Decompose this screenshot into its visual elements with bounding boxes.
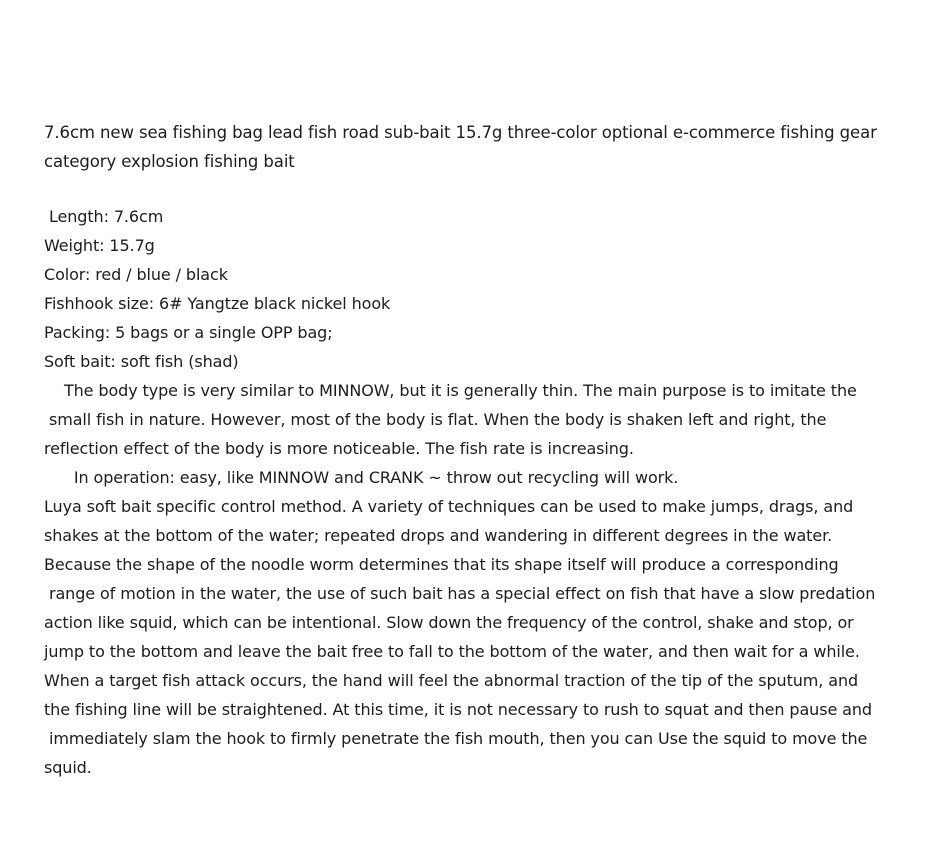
body-line: When a target fish attack occurs, the hand will feel the abnormal traction of the tip of the sputum, and: [44, 671, 859, 690]
title-line: category explosion fishing bait: [44, 152, 295, 171]
spec-soft-bait: Soft bait: soft fish (shad): [44, 352, 239, 371]
spec-color: Color: red / blue / black: [44, 265, 228, 284]
body-line: jump to the bottom and leave the bait free to fall to the bottom of the water, and then wait for a while.: [44, 642, 860, 661]
body-line: range of motion in the water, the use of such bait has a special effect on fish that have a slow predation: [44, 584, 876, 603]
body-line: Because the shape of the noodle worm determines that its shape itself will produce a corresponding: [44, 555, 839, 574]
body-line: immediately slam the hook to firmly penetrate the fish mouth, then you can Use the squid to move the: [44, 729, 868, 748]
body-line: The body type is very similar to MINNOW, but it is generally thin. The main purpose is to imitate the: [44, 381, 857, 400]
body-line: action like squid, which can be intentional. Slow down the frequency of the control, shake and stop, or: [44, 613, 854, 632]
description-text: [44, 376, 914, 782]
spec-packing: Packing: 5 bags or a single OPP bag;: [44, 323, 333, 342]
body-line: shakes at the bottom of the water; repeated drops and wandering in different degrees in the water.: [44, 526, 833, 545]
spec-hook-size: Fishhook size: 6# Yangtze black nickel hook: [44, 294, 391, 313]
body-line: reflection effect of the body is more noticeable. The fish rate is increasing.: [44, 439, 634, 458]
spec-weight: Weight: 15.7g: [44, 236, 155, 255]
body-line: small fish in nature. However, most of the body is flat. When the body is shaken left and right, the: [44, 410, 827, 429]
spec-length: Length: 7.6cm: [44, 207, 164, 226]
product-title: [44, 118, 914, 176]
body-line: In operation: easy, like MINNOW and CRANK ~ throw out recycling will work.: [44, 468, 679, 487]
spec-list: [44, 202, 914, 376]
body-line: Luya soft bait specific control method. A variety of techniques can be used to make jumps, drags, and: [44, 497, 854, 516]
title-line: 7.6cm new sea fishing bag lead fish road sub-bait 15.7g three-color optional e-commerce fishing gear: [44, 123, 877, 142]
body-line: squid.: [44, 758, 92, 777]
body-line: the fishing line will be straightened. At this time, it is not necessary to rush to squat and then pause and: [44, 700, 872, 719]
product-description: [44, 118, 914, 782]
